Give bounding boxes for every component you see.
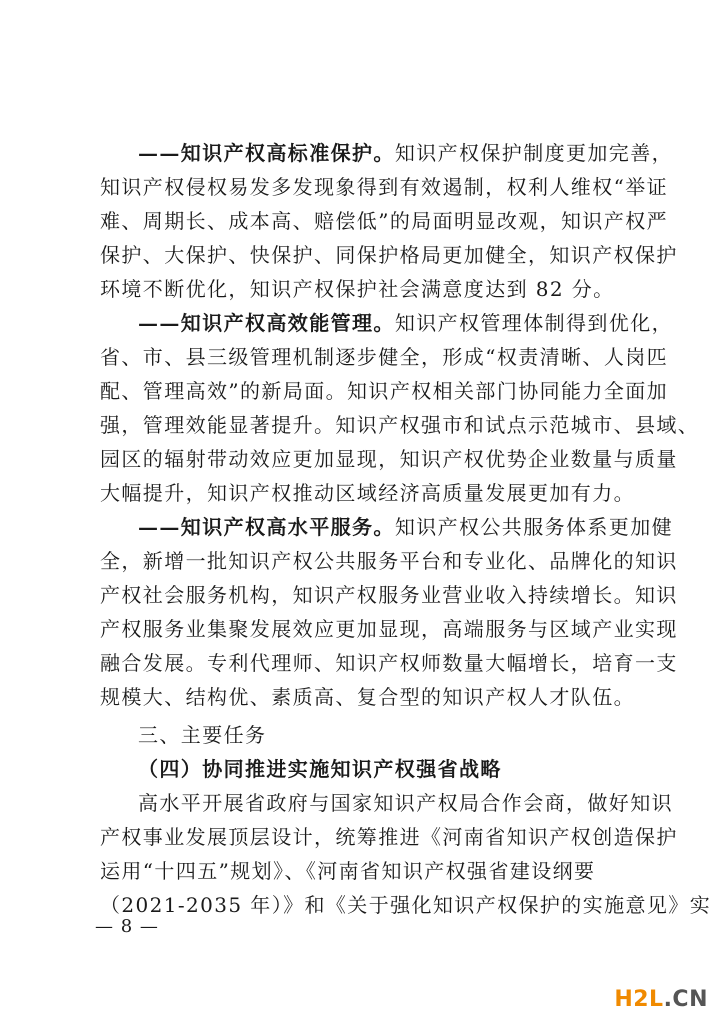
para3-line3: 产权服务业集聚发展效应更加显现，高端服务与区域产业实现: [100, 617, 678, 641]
para2-line5: 大幅提升，知识产权推动区域经济高质量发展更加有力。: [100, 481, 635, 505]
para4-line2: 运用“十四五”规划》、《河南省知识产权强省建设纲要: [100, 859, 596, 883]
para1-line3: 保护、大保护、快保护、同保护格局更加健全，知识产权保护: [100, 243, 678, 267]
para3-text: 知识产权公共服务体系更加健: [394, 515, 674, 539]
para3-lead: ——知识产权高水平服务。: [138, 515, 395, 539]
watermark-suffix: .CN: [663, 987, 708, 1012]
para4-line1: 产权事业发展顶层设计，统筹推进《河南省知识产权创造保护: [100, 825, 678, 849]
watermark-logo: [614, 987, 708, 1012]
para1-text: 知识产权保护制度更加完善，: [394, 141, 674, 165]
para1-line1: 知识产权侵权易发多发现象得到有效遏制，权利人维权“举证: [100, 175, 669, 199]
para1-lead: ——知识产权高标准保护。: [138, 141, 395, 165]
para4-line3: （2021-2035 年）》和《关于强化知识产权保护的实施意见》实: [100, 893, 712, 917]
para2-line0: [138, 308, 673, 338]
para1-line2: 难、周期长、成本高、赔偿低”的局面明显改观，知识产权严: [100, 209, 669, 233]
para3-line0: [138, 512, 673, 542]
para1-line0: [138, 138, 673, 168]
para2-lead: ——知识产权高效能管理。: [138, 311, 395, 335]
para3-line1: 全，新增一批知识产权公共服务平台和专业化、品牌化的知识: [100, 549, 678, 573]
subsection-heading: （四）协同推进实施知识产权强省战略: [138, 757, 502, 781]
para2-line1: 省、市、县三级管理机制逐步健全，形成“权责清晰、人岗匹: [100, 345, 669, 369]
para2-line2: 配、管理高效”的新局面。知识产权相关部门协同能力全面加: [100, 379, 669, 403]
para3-line2: 产权社会服务机构，知识产权服务业营业收入持续增长。知识: [100, 583, 678, 607]
section-heading: 三、主要任务: [138, 723, 267, 747]
para2-line4: 园区的辐射带动效应更加显现，知识产权优势企业数量与质量: [100, 447, 678, 471]
page-number: — 8 —: [95, 916, 159, 937]
para4-line0: 高水平开展省政府与国家知识产权局合作会商，做好知识: [138, 791, 673, 815]
watermark-brand: H2L: [614, 987, 664, 1012]
para2-text: 知识产权管理体制得到优化，: [394, 311, 674, 335]
para3-line4: 融合发展。专利代理师、知识产权师数量大幅增长，培育一支: [100, 651, 678, 675]
para2-line3: 强，管理效能显著提升。知识产权强市和试点示范城市、县域、: [100, 413, 700, 437]
para3-line5: 规模大、结构优、素质高、复合型的知识产权人才队伍。: [100, 685, 635, 709]
para1-line4: 环境不断优化，知识产权保护社会满意度达到 82 分。: [100, 277, 615, 301]
